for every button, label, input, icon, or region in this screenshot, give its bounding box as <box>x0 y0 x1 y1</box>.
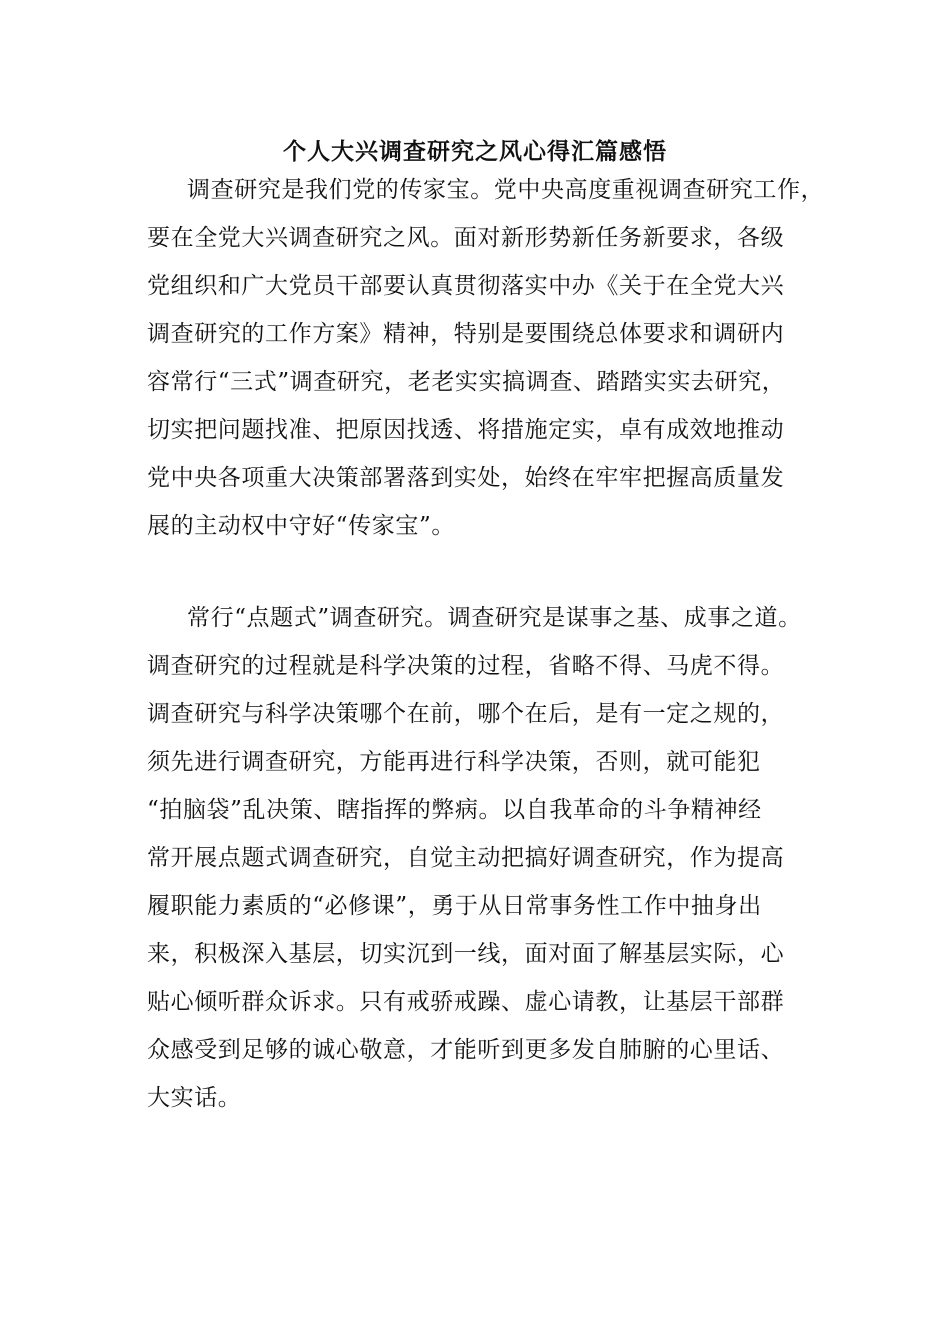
paragraph-line: 切实把问题找准、把原因找透、将措施定实，卓有成效地推动 <box>147 417 785 443</box>
paragraph-line: 展的主动权中守好“传家宝”。 <box>147 513 455 539</box>
paragraph-line: 容常行“三式”调查研究，老老实实搞调查、踏踏实实去研究， <box>147 369 786 395</box>
paragraph-line: 调查研究的过程就是科学决策的过程，省略不得、马虎不得。 <box>147 653 785 679</box>
paragraph-2 <box>147 594 837 1122</box>
paragraph-line: “拍脑袋”乱决策、瞎指挥的弊病。以自我革命的斗争精神经 <box>147 797 762 823</box>
paragraph-1 <box>147 166 837 550</box>
paragraph-line: 履职能力素质的“必修课”，勇于从日常事务性工作中抽身出 <box>147 893 762 919</box>
paragraph-line: 党组织和广大党员干部要认真贯彻落实中办《关于在全党大兴 <box>147 273 785 299</box>
paragraph-line: 大实话。 <box>147 1085 242 1111</box>
paragraph-line: 常行“点题式”调查研究。调查研究是谋事之基、成事之道。 <box>187 605 802 631</box>
paragraph-line: 党中央各项重大决策部署落到实处，始终在牢牢把握高质量发 <box>147 465 785 491</box>
document-title: 个人大兴调查研究之风心得汇篇感悟 <box>283 138 667 165</box>
paragraph-line: 调查研究与科学决策哪个在前，哪个在后，是有一定之规的， <box>147 701 785 727</box>
paragraph-line: 调查研究的工作方案》精神，特别是要围绕总体要求和调研内 <box>147 321 785 347</box>
paragraph-line: 贴心倾听群众诉求。只有戒骄戒躁、虚心请教，让基层干部群 <box>147 989 785 1015</box>
paragraph-line: 要在全党大兴调查研究之风。面对新形势新任务新要求，各级 <box>147 225 785 251</box>
paragraph-line: 众感受到足够的诚心敬意，才能听到更多发自肺腑的心里话、 <box>147 1037 785 1063</box>
paragraph-line: 调查研究是我们党的传家宝。党中央高度重视调查研究工作， <box>187 177 825 203</box>
paragraph-line: 来，积极深入基层，切实沉到一线，面对面了解基层实际，心 <box>147 941 785 967</box>
paragraph-line: 常开展点题式调查研究，自觉主动把搞好调查研究，作为提高 <box>147 845 785 871</box>
paragraph-line: 须先进行调查研究，方能再进行科学决策，否则，就可能犯 <box>147 749 761 775</box>
